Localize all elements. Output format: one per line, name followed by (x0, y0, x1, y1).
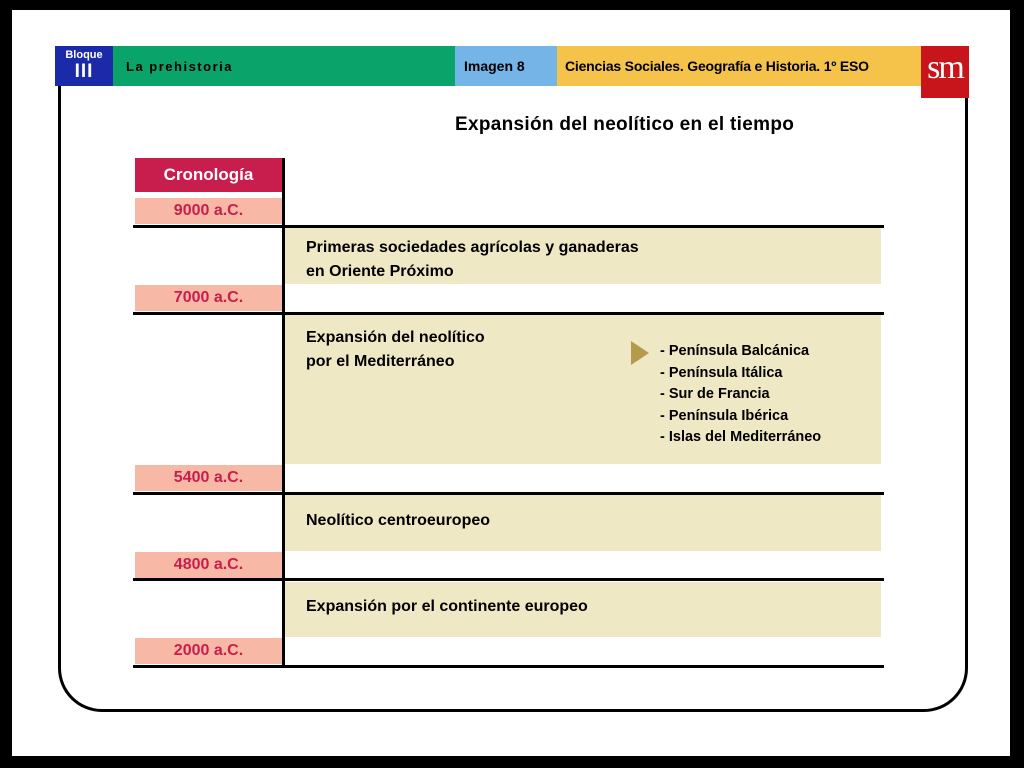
period-band (285, 315, 881, 464)
chronology-header: Cronología (135, 158, 282, 192)
region-item: - Península Ibérica (660, 407, 789, 424)
subject-label: Ciencias Sociales. Geografía e Historia. 1º ESO (557, 46, 921, 86)
sm-logo: sm (921, 46, 969, 98)
block-badge (55, 46, 113, 86)
period-band (285, 228, 881, 284)
region-list (660, 341, 821, 449)
period-line: Expansión del neolítico (306, 329, 485, 346)
date-label: 9000 a.C. (135, 198, 282, 224)
date-label: 5400 a.C. (135, 465, 282, 491)
page-title: Expansión del neolítico en el tiempo (455, 114, 795, 135)
arrow-right-icon (631, 341, 649, 365)
image-label: Imagen 8 (455, 46, 557, 86)
period-text (306, 595, 726, 619)
divider-line (133, 225, 884, 228)
period-line: Neolítico centroeuropeo (306, 512, 491, 529)
region-item: - Sur de Francia (660, 386, 770, 402)
divider-line (133, 312, 884, 315)
period-text (306, 236, 726, 284)
chart-axis-line (282, 158, 285, 667)
period-band (285, 495, 881, 551)
date-label: 7000 a.C. (135, 285, 282, 311)
region-item: - Islas del Mediterráneo (660, 429, 822, 445)
period-text (306, 509, 726, 533)
divider-line (133, 578, 884, 581)
period-line: en Oriente Próximo (306, 263, 454, 280)
region-item: - Península Itálica (660, 364, 783, 381)
region-item: - Península Balcánica (660, 343, 810, 359)
period-band (285, 582, 881, 637)
period-line: por el Mediterráneo (306, 353, 455, 370)
date-label: 2000 a.C. (135, 638, 282, 664)
block-label: Bloque (65, 49, 103, 61)
unit-title: La prehistoria (113, 46, 455, 86)
period-line: Expansión por el continente europeo (306, 598, 588, 615)
divider-line (133, 492, 884, 495)
divider-line (133, 665, 884, 668)
period-line: Primeras sociedades agrícolas y ganaderas (306, 239, 639, 256)
block-number: III (74, 61, 94, 82)
date-label: 4800 a.C. (135, 552, 282, 578)
